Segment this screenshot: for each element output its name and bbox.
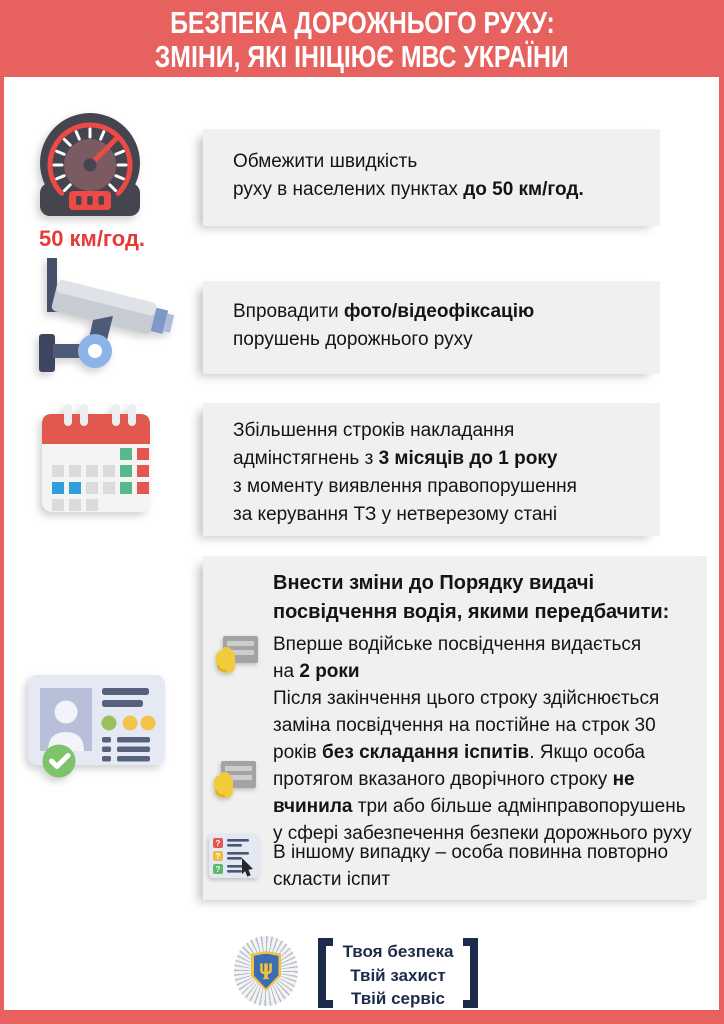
svg-text:?: ? [215, 839, 221, 848]
page-title-line-2: ЗМІНИ, ЯКІ ІНІЦІЮЄ МВС УКРАЇНИ [154, 38, 569, 74]
license-item-3: В іншому випадку – особа повинна повторно скласти іспит [273, 842, 669, 890]
page-title-line-1: БЕЗПЕКА ДОРОЖНЬОГО РУХУ: [169, 4, 555, 40]
license-item-1: Вперше водійське посвідчення видається на 2 роки [273, 634, 642, 682]
license-hand-icon [214, 635, 260, 675]
police-badge-icon [234, 936, 298, 1006]
terms-text: Збільшення строків накладання адмінстягнень з 3 місяців до 1 року з моменту виявлення правопорушення за керування ТЗ у нетверезому стані [233, 420, 577, 525]
terms-text-box [203, 403, 660, 536]
speed-limit-caption: 50 км/год. [38, 226, 146, 251]
calendar-icon [40, 400, 155, 518]
speedometer-icon [38, 111, 142, 218]
slogan-block [318, 938, 478, 1008]
svg-text:?: ? [215, 852, 221, 861]
camera-text: Впровадити фото/відеофіксацію порушень дорожнього руху [233, 301, 535, 350]
cctv-camera-icon [33, 256, 183, 374]
bottom-border [0, 1010, 724, 1024]
slogans [318, 940, 478, 1011]
speed-text-box [203, 129, 660, 226]
svg-text:?: ? [215, 865, 221, 874]
slogan-line-1: Твоя безпека [342, 942, 454, 961]
camera-text-box [203, 281, 660, 374]
trident-icon [259, 962, 273, 981]
license-item-2: Після закінчення цього строку здійснюється заміна посвідчення на постійне на строк 30 років без складання іспитів. Якщо особа протягом вказаного дворічного строку не вчинила три або більше адмінправопорушень у сфері забезпечення безпеки дорожнього руху [273, 688, 692, 844]
speed-text: Обмежити швидкість руху в населених пунктах до 50 км/год. [233, 151, 584, 200]
license-hand-icon [212, 760, 258, 800]
slogan-line-3: Твій сервіс [350, 989, 445, 1008]
header-banner [0, 0, 724, 77]
right-border [719, 0, 724, 1024]
license-text-box [203, 556, 707, 900]
license-heading: Внести зміни до Порядку видачі посвідчення водія, якими передбачити: [273, 572, 670, 623]
driver-license-icon [28, 675, 165, 779]
slogan-line-2: Твій захист [350, 965, 446, 985]
left-border [0, 0, 4, 1024]
exam-checklist-icon [209, 834, 259, 880]
